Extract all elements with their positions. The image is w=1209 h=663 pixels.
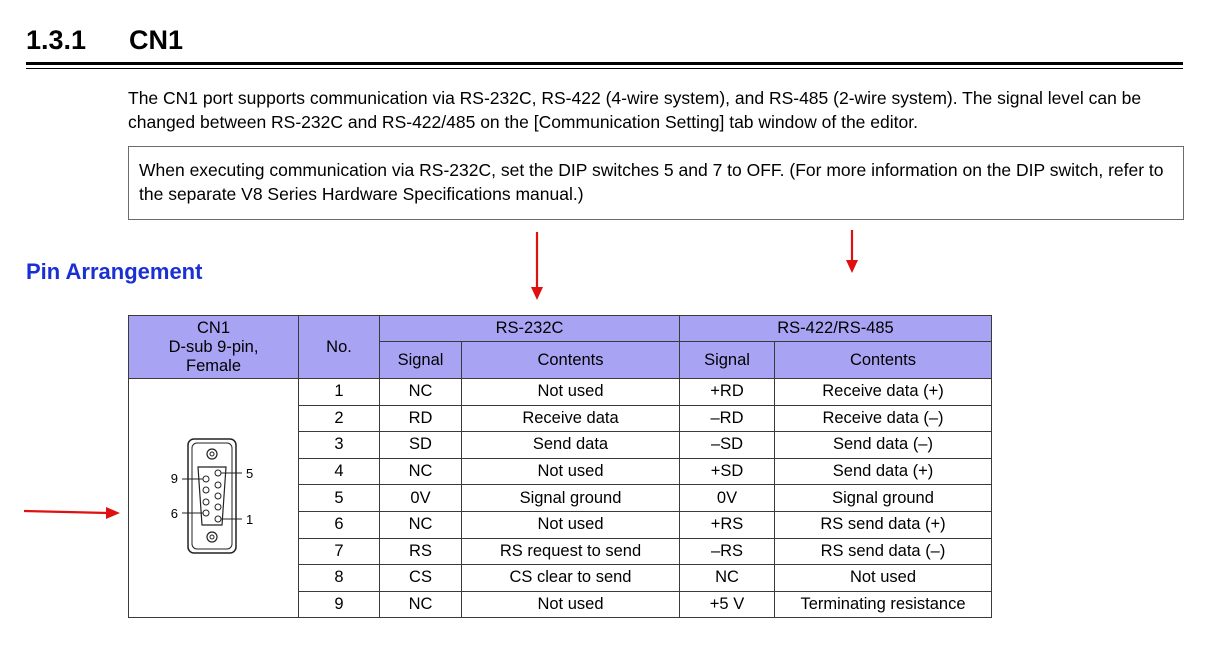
pin-number: 6 [299, 511, 380, 538]
pin-number: 7 [299, 538, 380, 565]
cn1-header [129, 316, 299, 379]
pin-number: 2 [299, 405, 380, 432]
cn1-header-line1: CN1 [196, 318, 230, 337]
rs232-signal-header: Signal [380, 342, 462, 379]
rs232c-header: RS-232C [380, 316, 680, 342]
no-header: No. [299, 316, 380, 379]
table-row [129, 379, 992, 406]
rs422-contents: Send data (–) [775, 432, 992, 459]
note-text: When executing communication via RS-232C, set the DIP switches 5 and 7 to OFF. (For more information on the DIP switch, refer to the separate V8 Series Hardware Specifications manual.) [139, 160, 1164, 204]
rs422-signal: –RD [680, 405, 775, 432]
rs232-contents: Not used [462, 591, 680, 618]
connector-diagram-cell [129, 379, 299, 618]
rs422-contents: Terminating resistance [775, 591, 992, 618]
rs422-contents: Receive data (+) [775, 379, 992, 406]
rs232-signal: NC [380, 591, 462, 618]
rs232-contents-header: Contents [462, 342, 680, 379]
pin-number: 4 [299, 458, 380, 485]
dsub-9pin-connector-diagram [154, 433, 274, 563]
rs232-contents: CS clear to send [462, 565, 680, 592]
rs232-contents: Receive data [462, 405, 680, 432]
rs232-contents: Not used [462, 511, 680, 538]
pin-number: 8 [299, 565, 380, 592]
rs232-contents: Send data [462, 432, 680, 459]
rs422-signal: +SD [680, 458, 775, 485]
rs232-contents: Not used [462, 379, 680, 406]
rs422-signal: –SD [680, 432, 775, 459]
rs422-signal: –RS [680, 538, 775, 565]
pin-label-5: 5 [245, 466, 253, 482]
rs422-contents: RS send data (–) [775, 538, 992, 565]
rs232-signal: NC [380, 511, 462, 538]
pin-number: 1 [299, 379, 380, 406]
rs422-contents-header: Contents [775, 342, 992, 379]
red-arrow-down-rs422 [843, 230, 861, 275]
rs232-contents: RS request to send [462, 538, 680, 565]
rs422-contents: Send data (+) [775, 458, 992, 485]
heading-rule-thin [26, 68, 1183, 69]
rs422-signal: +RS [680, 511, 775, 538]
rs422-signal-header: Signal [680, 342, 775, 379]
rs232-signal: 0V [380, 485, 462, 512]
pin-label-9: 9 [170, 471, 178, 487]
cn1-header-line3: Female [185, 356, 242, 375]
rs422-signal: +5 V [680, 591, 775, 618]
rs422-contents: RS send data (+) [775, 511, 992, 538]
rs422-contents: Not used [775, 565, 992, 592]
rs232-contents: Not used [462, 458, 680, 485]
rs422-header: RS-422/RS-485 [680, 316, 992, 342]
pin-arrangement-title: Pin Arrangement [26, 259, 203, 284]
rs422-contents: Receive data (–) [775, 405, 992, 432]
pin-table [128, 315, 992, 618]
red-arrow-right-connector [24, 505, 121, 521]
rs232-signal: RD [380, 405, 462, 432]
rs232-signal: NC [380, 458, 462, 485]
section-number: 1.3.1 [26, 25, 87, 55]
pin-label-6: 6 [170, 506, 178, 522]
rs232-signal: SD [380, 432, 462, 459]
rs422-signal: 0V [680, 485, 775, 512]
pin-number: 9 [299, 591, 380, 618]
intro-paragraph: The CN1 port supports communication via RS-232C, RS-422 (4-wire system), and RS-485 (2-wire system). The signal level can be changed between RS-232C and RS-422/485 on the [Communication Setting] tab window of the editor. [128, 88, 1142, 132]
cn1-header-line2: D-sub 9-pin, [168, 337, 259, 356]
rs422-contents: Signal ground [775, 485, 992, 512]
note-box [128, 146, 1184, 220]
section-title: CN1 [129, 25, 184, 55]
rs422-signal: +RD [680, 379, 775, 406]
rs232-signal: RS [380, 538, 462, 565]
rs422-signal: NC [680, 565, 775, 592]
rs232-signal: NC [380, 379, 462, 406]
heading-rule-thick [26, 62, 1183, 65]
rs232-signal: CS [380, 565, 462, 592]
pin-number: 5 [299, 485, 380, 512]
red-arrow-down-rs232c [528, 232, 546, 302]
pin-label-1: 1 [245, 512, 253, 528]
pin-number: 3 [299, 432, 380, 459]
rs232-contents: Signal ground [462, 485, 680, 512]
